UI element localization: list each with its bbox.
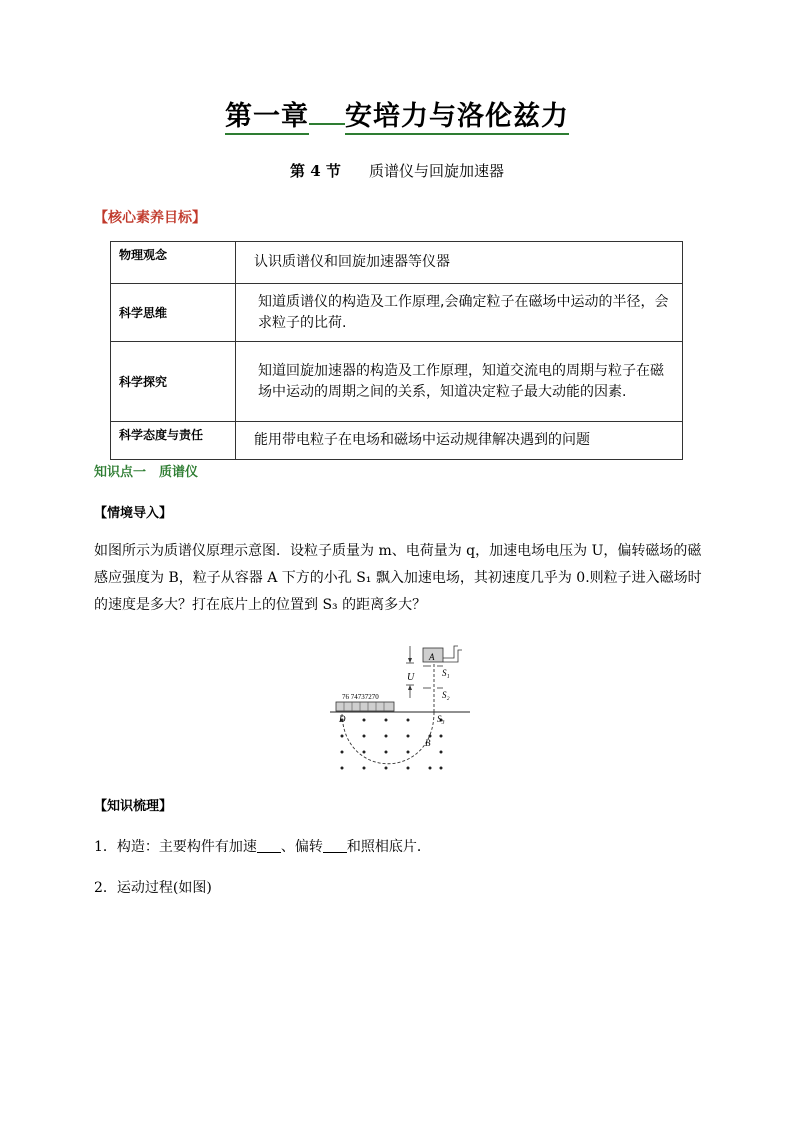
goals-value: 知道质谱仪的构造及工作原理,会确定粒子在磁场中运动的半径，会求粒子的比荷. (236, 284, 683, 342)
section-title (0, 160, 794, 181)
goals-value: 能用带电粒子在电场和磁场中运动规律解决遇到的问题 (236, 422, 683, 460)
field-dots (341, 705, 443, 770)
goals-key: 科学思维 (111, 284, 236, 342)
knowledge-point-heading: 知识点一 质谱仪 (94, 465, 199, 480)
goals-table (110, 241, 683, 460)
item1-prefix: 1．构造：主要构件有加速 (94, 839, 257, 855)
photo-plate (336, 702, 394, 711)
chapter-number: 第一章 (225, 101, 309, 135)
goals-key: 科学探究 (111, 342, 236, 422)
plate-label: 76 74737270 (342, 693, 379, 701)
chapter-gap (309, 122, 345, 125)
mass-spectrometer-svg (330, 636, 480, 778)
intro-heading: 【情境导入】 (94, 506, 173, 521)
goals-row (111, 242, 683, 284)
goals-value: 知道回旋加速器的构造及工作原理，知道交流电的周期与粒子在磁场中运动的周期之间的关系，知道决定粒子最大动能的因素. (236, 342, 683, 422)
section-name: 质谱仪与回旋加速器 (368, 162, 504, 180)
goals-key: 科学态度与责任 (111, 422, 236, 460)
label-s2: S₂ (442, 690, 450, 700)
item1-mid: 、偏转 (280, 839, 323, 855)
goals-heading: 【核心素养目标】 (94, 210, 206, 226)
goals-value: 认识质谱仪和回旋加速器等仪器 (236, 242, 683, 284)
chapter-name: 安培力与洛伦兹力 (345, 101, 569, 135)
sorting-item-1 (94, 836, 431, 856)
label-d: D (339, 714, 346, 724)
blank-field[interactable] (323, 838, 347, 853)
mass-spectrometer-figure (330, 636, 480, 782)
intro-text: 如图所示为质谱仪原理示意图．设粒子质量为 m、电荷量为 q，加速电场电压为 U，偏转磁场的磁感应强度为 B，粒子从容器 A 下方的小孔 S₁ 飘入加速电场，其初速度几乎为 0.则粒子进入磁场时的速度是多大？打在底片上的位置到 S₃ 的距离多大？ (94, 543, 702, 613)
sorting-heading: 【知识梳理】 (94, 799, 173, 814)
particle-path (342, 712, 434, 764)
label-s1: S₁ (442, 668, 450, 678)
item1-suffix: 和照相底片． (346, 839, 431, 855)
sorting-item-2: 2．运动过程(如图) (94, 880, 212, 896)
goals-row (111, 422, 683, 460)
label-b: B (425, 738, 431, 748)
label-a: A (429, 652, 435, 662)
section-number: 第 4 节 (290, 162, 341, 180)
goals-row (111, 284, 683, 342)
label-s3: S₃ (437, 714, 445, 724)
label-u: U (407, 672, 415, 683)
chapter-title (0, 94, 794, 133)
blank-field[interactable] (257, 838, 281, 853)
goals-key: 物理观念 (111, 242, 236, 284)
goals-row (111, 342, 683, 422)
